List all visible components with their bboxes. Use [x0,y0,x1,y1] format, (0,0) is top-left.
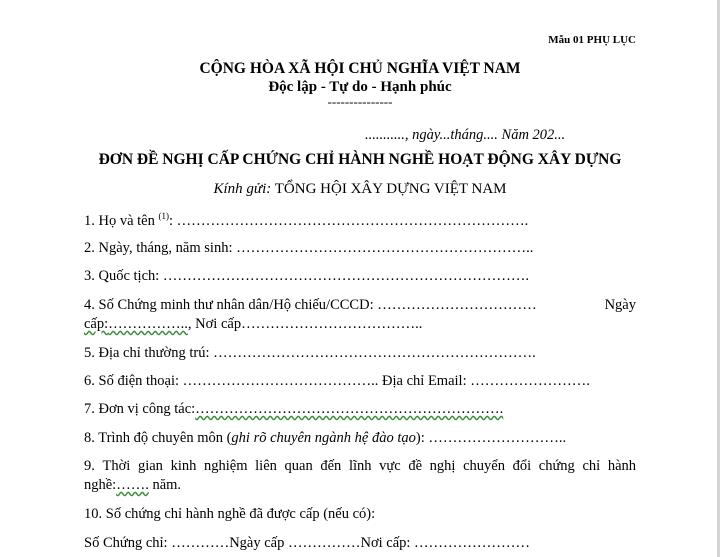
field-date-of-birth[interactable]: 2. Ngày, tháng, năm sinh: …………………………………………………….. [84,240,534,256]
field-qualification-hint: ghi rõ chuyên ngành hệ đào tạo [231,430,416,446]
experience-word: đến [320,458,342,474]
field-experience-unit: năm. [148,477,182,493]
document-title: ĐƠN ĐỀ NGHỊ CẤP CHỨNG CHỈ HÀNH NGHỀ HOẠT ĐỘNG XÂY DỰNG [98,151,622,168]
field-id-issue[interactable] [84,316,422,333]
experience-word: gian [137,458,163,474]
field-id-issue-date-label: Ngày [604,297,636,313]
field-experience-label: nghề: [84,477,117,493]
experience-word: liên [255,458,277,474]
experience-word: chứng [538,458,575,474]
experience-word: đề [408,458,423,474]
field-workplace-label: 7. Đơn vị công tác: [84,401,196,417]
recipient-line [0,181,720,198]
field-permanent-address[interactable]: 5. Địa chỉ thường trú: …………………………………………………………. [84,345,536,361]
experience-word: đổi [512,458,532,474]
experience-word: lĩnh [348,458,372,474]
field-experience[interactable] [84,458,636,475]
field-id-issue-label: cấp: [84,316,109,332]
field-certificate-issued[interactable]: 10. Số chứng chỉ hành nghề đã được cấp (nếu có): [84,506,376,522]
field-workplace-blank: ………………………………………………………. [195,401,504,417]
national-motto: Độc lập - Tự do - Hạnh phúc [268,79,452,95]
experience-word: chuyển [463,458,505,474]
experience-word: chỉ [582,458,601,474]
field-nationality[interactable]: 3. Quốc tịch: …………………………………………………………………. [84,268,530,284]
field-phone-email[interactable]: 6. Số điện thoại: ………………………………….. Địa chỉ Email: ……………………. [84,373,590,389]
experience-word: vực [379,458,401,474]
field-id-issue-place: , Nơi cấp……………………………….. [187,316,423,332]
experience-word: 9. [84,458,95,474]
experience-word: quan [284,458,313,474]
heading-separator: --------------- [327,94,393,109]
national-name-heading: CỘNG HÒA XÃ HỘI CHỦ NGHĨA VIỆT NAM [199,60,521,77]
field-full-name[interactable] [84,211,528,230]
date-line: ..........., ngày...tháng.... Năm 202... [365,127,566,143]
recipient-name: TỔNG HỘI XÂY DỰNG VIỆT NAM [274,181,507,197]
field-qualification-label: 8. Trình độ chuyên môn ( [84,430,232,446]
field-experience-years[interactable] [84,477,181,494]
field-id-number[interactable] [84,297,636,314]
field-full-name-label: 1. Họ và tên [84,212,155,229]
field-qualification-blank: ): ……………………….. [415,430,567,446]
experience-word: kinh [170,458,197,474]
field-experience-blank: ……. [116,477,149,493]
experience-word: nghiệm [204,458,248,474]
field-id-number-label: 4. Số Chứng minh thư nhân dân/Hộ chiếu/CCCD: …………………………… [84,297,537,313]
experience-word: hành [607,458,636,474]
field-certificate-details[interactable]: Số Chứng chỉ: …………Ngày cấp ……………Nơi cấp: …………………… [84,535,531,551]
field-full-name-blank: : ………………………………………………………………. [169,212,529,229]
field-qualification[interactable] [84,430,566,447]
experience-word: nghị [429,458,456,474]
form-code: Mẫu 01 PHỤ LỤC [548,34,636,46]
recipient-label: Kính gửi: [213,181,272,197]
experience-word: Thời [102,458,131,474]
footnote-marker: (1) [158,211,169,221]
field-id-issue-date-blank: …………….. [108,316,188,332]
field-workplace[interactable] [84,401,503,418]
